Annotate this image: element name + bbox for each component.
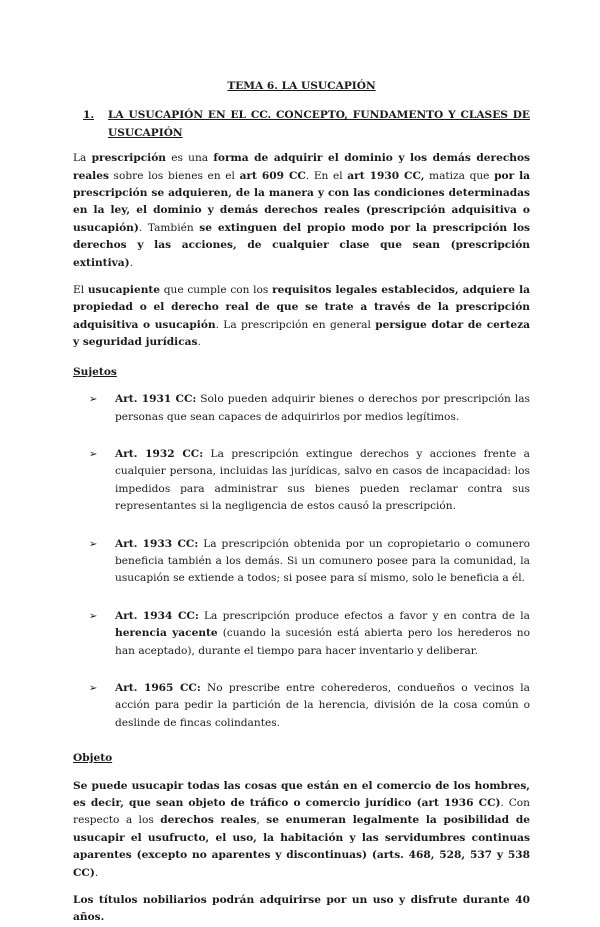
list-item: ➢ Art. 1933 CC: La prescripción obtenida por un copropietario o comunero beneficia también a los demás. Si un comunero posee para la comunidad, la usucapión se extiende a todos; si posee para sí mismo, solo le beneficia a él.	[73, 536, 530, 588]
list-item: ➢ Art. 1934 CC: La prescripción produce efectos a favor y en contra de la herencia yacente (cuando la sucesión está abierta pero los herederos no han aceptado), durante el tiempo para hacer inventario y deliberar.	[73, 608, 530, 660]
article-ref: Art. 1934 CC:	[115, 609, 199, 622]
article-ref: Art. 1933 CC:	[115, 537, 199, 550]
objeto-paragraph-1: Se puede usucapir todas las cosas que están en el comercio de los hombres, es decir, que sean objeto de tráfico o comercio jurídico (art 1936 CC). Con respecto a los derechos reales, se enumeran legalmente la posibilidad de usucapir el usufructo, el uso, la habitación y las servidumbres continuas aparentes (excepto no aparentes y discontinuas) (arts. 468, 528, 537 y 538 CC).	[73, 779, 531, 879]
section-number: 1.	[83, 109, 95, 122]
sujetos-heading: Sujetos	[73, 365, 117, 378]
list-item: ➢ Art. 1932 CC: La prescripción extingue derechos y acciones frente a cualquier persona, incluidas las jurídicas, salvo en casos de incapacidad: los impedidos para administrar sus bienes pueden reclamar contra sus representantes si la negligencia de estos causó la prescripción.	[73, 446, 530, 516]
list-item: ➢ Art. 1965 CC: No prescribe entre coherederos, condueños o vecinos la acción para pedir la partición de la herencia, división de la cosa común o deslinde de fincas colindantes.	[73, 680, 530, 732]
article-ref: Art. 1932 CC:	[115, 447, 204, 460]
page-title: TEMA 6. LA USUCAPIÓN	[227, 80, 376, 92]
article-ref: Art. 1965 CC:	[115, 681, 201, 694]
section-title: LA USUCAPIÓN EN EL CC. CONCEPTO, FUNDAMENTO Y CLASES DE USUCAPIÓN	[108, 109, 530, 139]
intro-paragraph-2: El usucapiente que cumple con los requisitos legales establecidos, adquiere la propiedad o el derecho real de que se trate a través de la prescripción adquisitiva o usucapión. La prescripción en general persigue dotar de certeza y seguridad jurídicas.	[73, 284, 530, 349]
arrow-bullet-icon: ➢	[89, 538, 98, 550]
objeto-heading: Objeto	[73, 752, 113, 765]
section-heading	[73, 107, 530, 142]
arrow-bullet-icon: ➢	[89, 682, 98, 694]
arrow-bullet-icon: ➢	[89, 394, 98, 406]
intro-paragraph-1: La prescripción es una forma de adquirir el dominio y los demás derechos reales sobre los bienes en el art 609 CC. En el art 1930 CC, matiza que por la prescripción se adquieren, de la manera y con las condiciones determinadas en la ley, el dominio y demás derechos reales (prescripción adquisitiva o usucapión). También se extinguen del propio modo por la prescripción los derechos y las acciones, de cualquier clase que sean (prescripción extintiva).	[73, 152, 531, 269]
article-ref: Art. 1931 CC:	[115, 393, 197, 406]
sujetos-list	[73, 391, 530, 732]
objeto-paragraph-2: Los títulos nobiliarios podrán adquirirse por un uso y disfrute durante 40 años.	[73, 894, 530, 924]
arrow-bullet-icon: ➢	[89, 448, 98, 460]
arrow-bullet-icon: ➢	[89, 610, 98, 622]
list-item: ➢ Art. 1931 CC: Solo pueden adquirir bienes o derechos por prescripción las personas que sean capaces de adquirirlos por medios legítimos.	[73, 391, 530, 426]
